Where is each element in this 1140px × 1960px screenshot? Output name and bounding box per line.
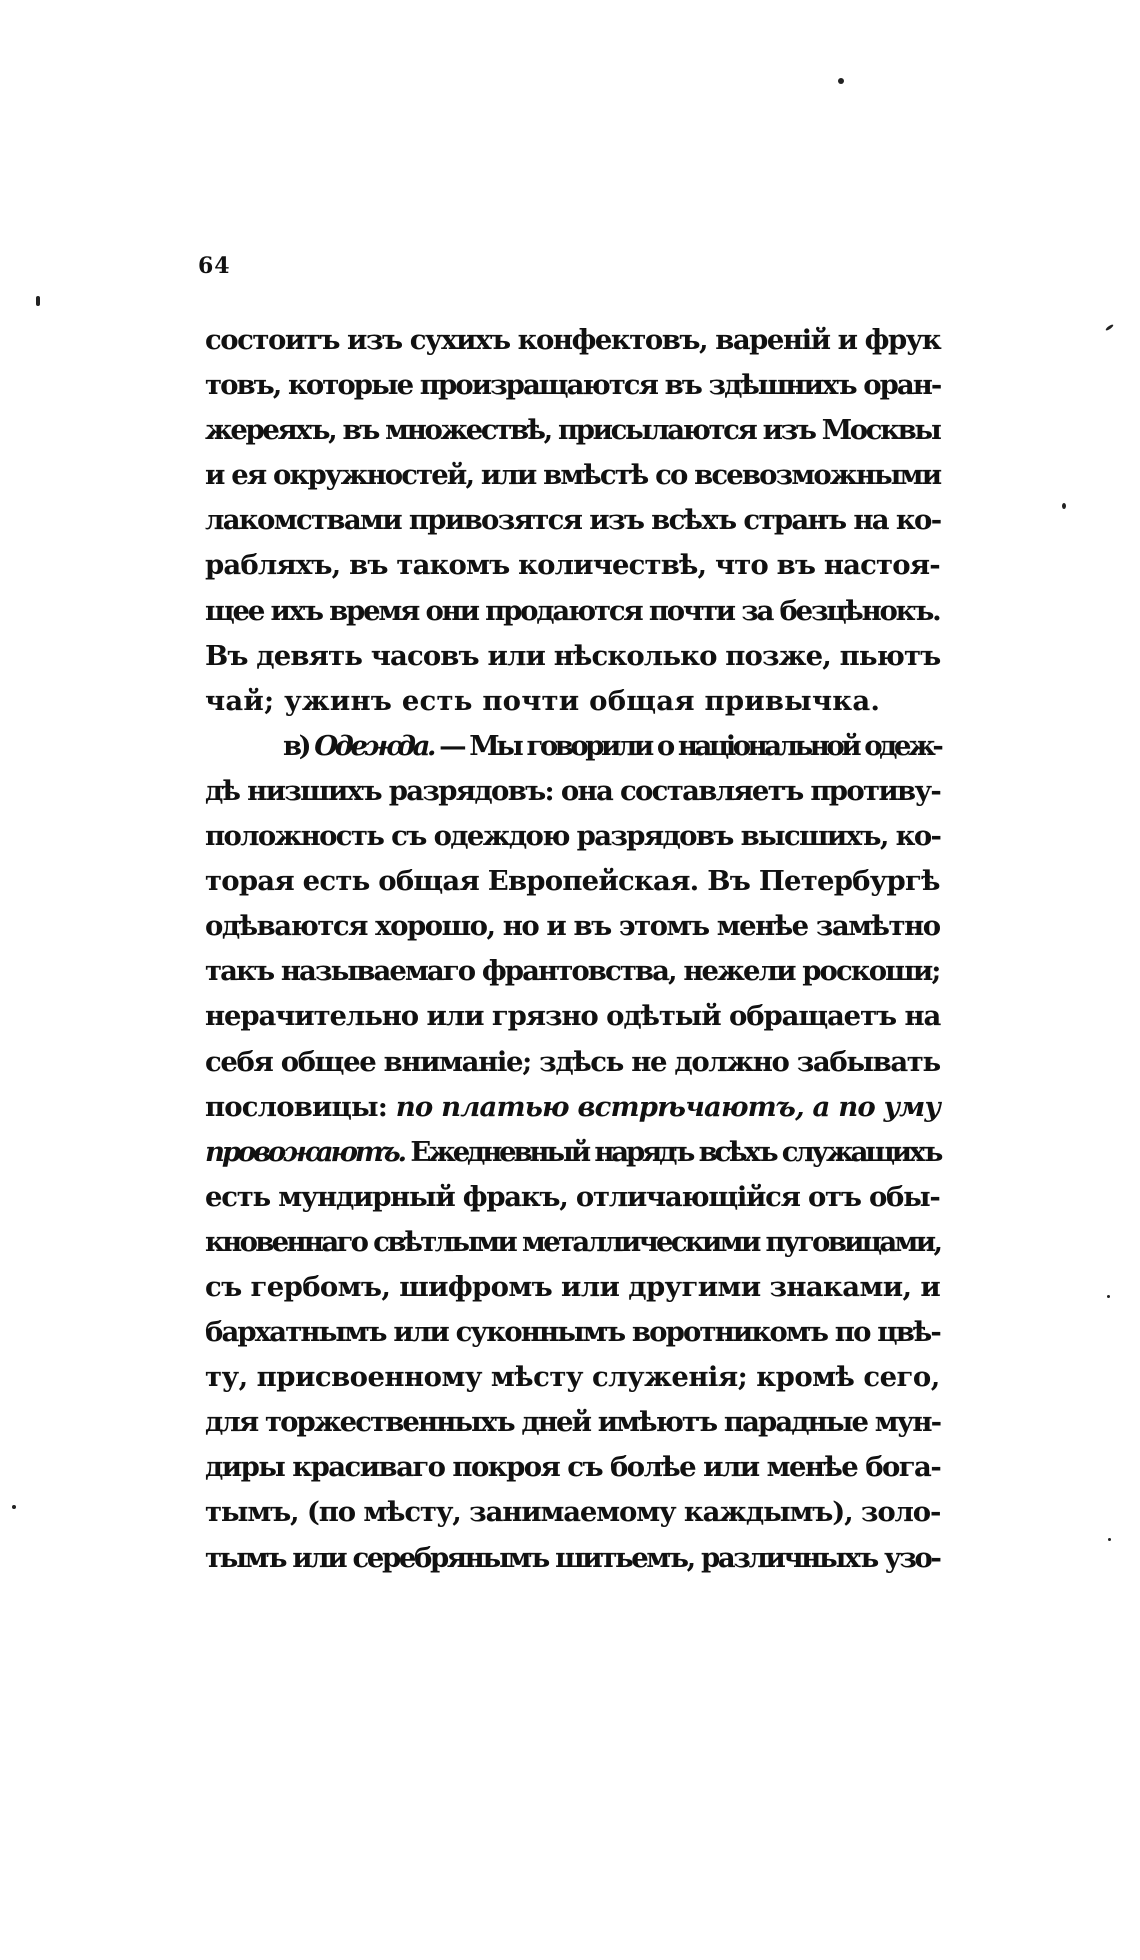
text-line xyxy=(205,769,940,814)
text-line xyxy=(205,363,940,408)
italic-run: по платью встрѣчаютъ, а по уму xyxy=(395,1090,941,1123)
text-line xyxy=(205,1536,940,1581)
text-line xyxy=(205,724,940,769)
text-run: — Мы говорили о національной одеж- xyxy=(433,729,941,762)
text-line xyxy=(205,318,940,363)
scan-speck xyxy=(1108,1538,1111,1541)
text-run: лакомствами привозятся изъ всѣхъ странъ на ко- xyxy=(205,504,941,537)
scan-speck xyxy=(1107,1295,1110,1298)
text-line xyxy=(205,949,940,994)
text-line xyxy=(205,904,940,949)
text-line xyxy=(205,1040,940,1085)
text-run: есть мундирный фракъ, отличающійся отъ обы- xyxy=(205,1180,940,1213)
text-run: Ежедневный нарядъ всѣхъ служащихъ xyxy=(403,1135,941,1168)
scan-speck xyxy=(12,1505,16,1509)
text-run: в) xyxy=(283,729,315,762)
text-line xyxy=(205,859,940,904)
text-run: диры красиваго покроя съ болѣе или менѣе бога- xyxy=(205,1451,941,1484)
text-run: торая есть общая Европейская. Въ Петербургѣ xyxy=(205,865,940,898)
text-line xyxy=(205,1400,940,1445)
text-run: рабляхъ, въ такомъ количествѣ, что въ настоя- xyxy=(205,549,940,582)
text-line xyxy=(205,589,940,634)
text-run: ту, присвоенному мѣсту служенія; кромѣ сего, xyxy=(205,1361,940,1394)
text-run: состоитъ изъ сухихъ конфектовъ, вареній и фрук xyxy=(205,324,941,356)
text-line xyxy=(205,994,940,1039)
page-number: 64 xyxy=(198,253,231,279)
text-line xyxy=(205,1130,940,1175)
text-run: положность съ одеждою разрядовъ высшихъ, ко- xyxy=(205,820,941,853)
scan-speck xyxy=(36,296,40,306)
text-line xyxy=(205,453,940,498)
text-run: щее ихъ время они продаются почти за безцѣнокъ. xyxy=(205,594,940,627)
text-line xyxy=(205,1355,940,1400)
text-run: тымъ, (по мѣсту, занимаемому каждымъ), золо- xyxy=(205,1496,941,1529)
text-line xyxy=(205,543,940,588)
text-run: тымъ или серебрянымъ шитьемъ, различныхъ узо- xyxy=(205,1541,940,1574)
text-line xyxy=(205,1310,940,1355)
body-text xyxy=(205,318,940,1581)
text-line xyxy=(205,498,940,543)
text-run: нерачительно или грязно одѣтый обращаетъ на xyxy=(205,1000,941,1033)
text-run: Въ девять часовъ или нѣсколько позже, пьютъ xyxy=(205,639,941,672)
scan-speck xyxy=(1105,324,1114,332)
text-run: и ея окружностей, или вмѣстѣ со всевозможными xyxy=(205,459,941,492)
scan-speck xyxy=(838,78,844,84)
text-run: дѣ низшихъ разрядовъ: она составляетъ противу- xyxy=(205,774,941,807)
italic-run: провожаютъ. xyxy=(205,1135,404,1168)
text-line xyxy=(205,1445,940,1490)
text-run: жереяхъ, въ множествѣ, присылаются изъ Москвы xyxy=(205,414,940,447)
text-line xyxy=(205,1175,940,1220)
text-run: пословицы: xyxy=(205,1090,396,1123)
italic-run: Одежда. xyxy=(314,729,434,762)
text-run: кновеннаго свѣтлыми металлическими пуговицами, xyxy=(205,1225,941,1258)
text-run: съ гербомъ, шифромъ или другими знаками, и xyxy=(205,1270,941,1303)
text-run: себя общее вниманіе; здѣсь не должно забывать xyxy=(205,1045,940,1078)
scan-speck xyxy=(1062,503,1066,509)
text-line xyxy=(205,1085,940,1130)
text-run: товъ, которые произращаются въ здѣшнихъ оран- xyxy=(205,369,941,402)
text-line xyxy=(205,1220,940,1265)
text-line xyxy=(205,1490,940,1535)
text-run: такъ называемаго франтовства, нежели роскоши; xyxy=(205,955,940,988)
text-run: для торжественныхъ дней имѣютъ парадные мун- xyxy=(205,1406,941,1439)
text-run: одѣваются хорошо, но и въ этомъ менѣе замѣтно xyxy=(205,910,940,943)
text-line xyxy=(205,814,940,859)
text-line xyxy=(205,679,940,724)
text-run: бархатнымъ или суконнымъ воротникомъ по цвѣ- xyxy=(205,1316,940,1349)
text-line xyxy=(205,1265,940,1310)
text-line xyxy=(205,634,940,679)
text-run: чай; ужинъ есть почти общая привычка. xyxy=(205,684,881,717)
text-line xyxy=(205,408,940,453)
